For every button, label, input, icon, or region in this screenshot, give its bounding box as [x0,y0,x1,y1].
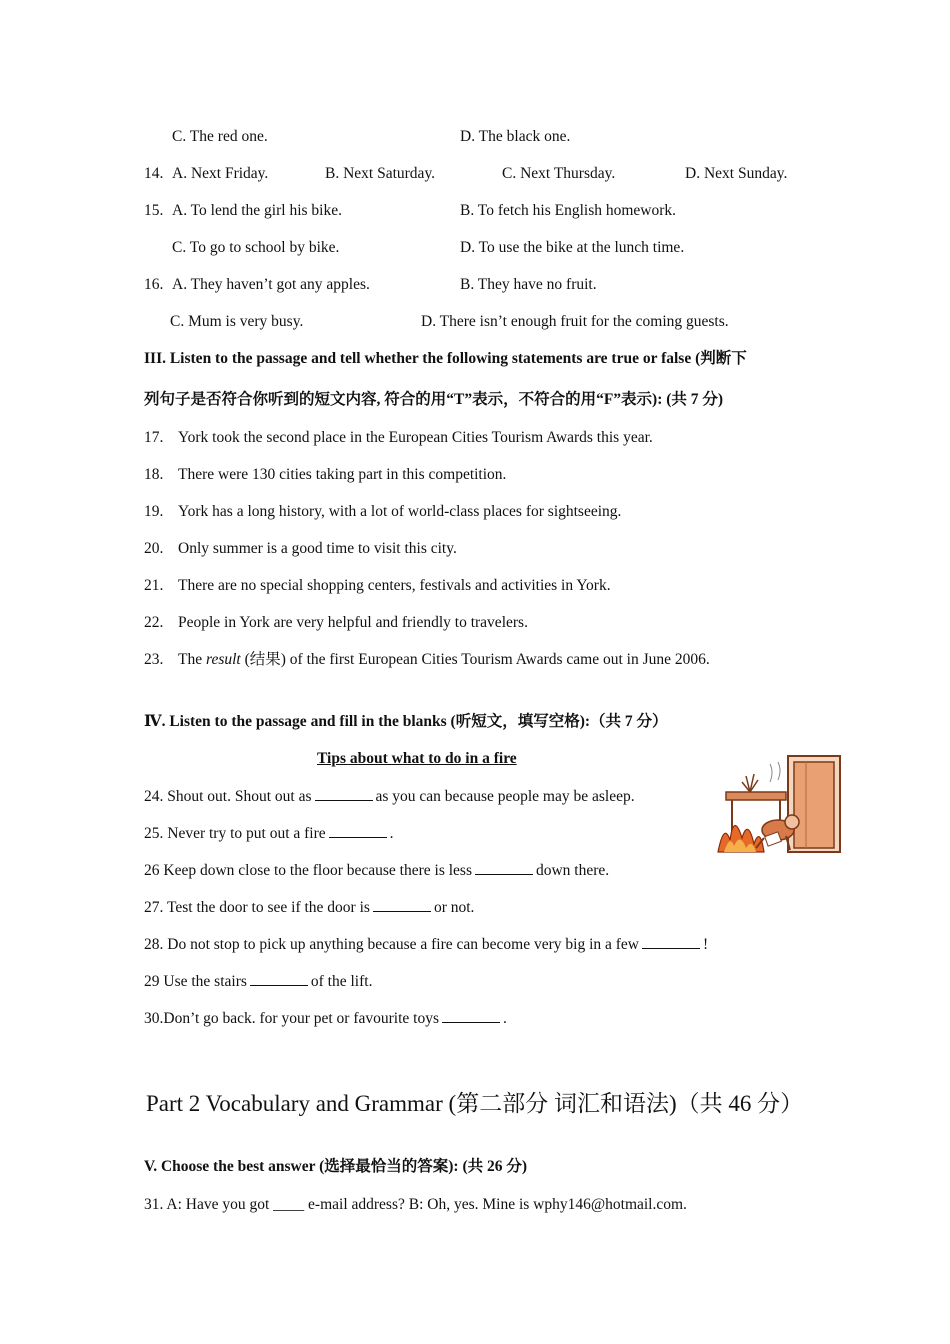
q29-post: of the lift. [310,973,373,990]
q28-pre: 28. Do not stop to pick up anything because a fire can become very big in a few [144,936,639,953]
statement-23-post: of the first European Cities Tourism Awards came out in June 2006. [285,651,710,668]
q24 [144,787,635,807]
q15-option-d: D. To use the bike at the lunch time. [460,239,685,256]
plant-icon [742,774,758,792]
answer-blank[interactable] [315,788,373,801]
statement-23-italic: result [205,651,241,668]
smoke-icon [770,762,780,782]
table-top [726,792,786,800]
section3-heading-line1: III. Listen to the passage and tell whether the following statements are true or false (判断下 [144,350,747,367]
q30-pre: 30.Don’t go back. for your pet or favourite toys [144,1010,440,1027]
q15-option-b: B. To fetch his English homework. [460,202,677,219]
q30-post: . [503,1010,507,1027]
statement-number: 23. [144,651,164,668]
q15-number: 15. [144,202,164,219]
q25 [144,824,394,844]
q27 [144,898,474,918]
q26 [144,861,609,881]
answer-blank[interactable] [250,973,308,986]
section3-heading-line2: 列句子是否符合你听到的短文内容, 符合的用“T”表示，不符合的用“F”表示): (共 7 分) [144,391,724,408]
section5-heading: V. Choose the best answer (选择最恰当的答案): (共 26 分) [144,1158,528,1175]
statement-text: York took the second place in the European Cities Tourism Awards this year. [178,429,653,446]
statement-number: 20. [144,540,164,557]
q13-option-c: C. The red one. [172,128,268,145]
q14-option-c: C. Next Thursday. [502,165,616,182]
statement-number: 18. [144,466,164,483]
answer-blank[interactable] [642,936,700,949]
statement-23-pre: The [178,651,206,668]
q15-option-a: A. To lend the girl his bike. [172,202,342,219]
statement-text: There are no special shopping centers, festivals and activities in York. [178,577,611,594]
q14-number: 14. [144,165,164,182]
statement-text: York has a long history, with a lot of world-class places for sightseeing. [178,503,622,520]
fire-escape-illustration [716,752,844,856]
statement-text: There were 130 cities taking part in this competition. [178,466,507,483]
q24-post: as you can because people may be asleep. [375,788,635,805]
part2-title: Part 2 Vocabulary and Grammar (第二部分 词汇和语法)（共 46 分） [146,1091,804,1116]
answer-blank[interactable] [475,862,533,875]
statement-number: 17. [144,429,164,446]
statement-number: 22. [144,614,164,631]
answer-blank[interactable] [373,899,431,912]
q16-option-b: B. They have no fruit. [460,276,597,293]
q29-pre: 29 Use the stairs [144,973,247,990]
q28 [144,935,708,955]
q29 [144,972,372,992]
q16-number: 16. [144,276,164,293]
q30 [144,1009,507,1029]
q15-option-c: C. To go to school by bike. [172,239,340,256]
door-panel [794,762,834,848]
statement-23 [178,650,710,670]
section4-title: Tips about what to do in a fire [317,750,517,767]
statement-text: People in York are very helpful and friendly to travelers. [178,614,528,631]
q16-option-a: A. They haven’t got any apples. [172,276,370,293]
q16-option-c: C. Mum is very busy. [170,313,304,330]
statement-text: Only summer is a good time to visit this city. [178,540,457,557]
q26-pre: 26 Keep down close to the floor because there is less [144,862,472,879]
statement-23-gloss: (结果) [240,651,286,668]
q27-pre: 27. Test the door to see if the door is [144,899,370,916]
q14-option-b: B. Next Saturday. [325,165,436,182]
person-head [785,815,799,829]
section4-heading: Ⅳ. Listen to the passage and fill in the blanks (听短文，填写空格):（共 7 分） [144,713,668,730]
q13-option-d: D. The black one. [460,128,571,145]
q26-post: down there. [535,862,610,879]
q14-option-a: A. Next Friday. [172,165,269,182]
q25-post: . [389,825,394,842]
q28-post: ! [703,936,709,953]
statement-number: 19. [144,503,164,520]
q24-pre: 24. Shout out. Shout out as [144,788,312,805]
q16-option-d: D. There isn’t enough fruit for the coming guests. [421,313,729,330]
answer-blank[interactable] [442,1010,500,1023]
q27-post: or not. [433,899,475,916]
answer-blank[interactable] [329,825,387,838]
statement-number: 21. [144,577,164,594]
q14-option-d: D. Next Sunday. [685,165,788,182]
q31: 31. A: Have you got ____ e-mail address? B: Oh, yes. Mine is wphy146@hotmail.com. [144,1196,687,1213]
q25-pre: 25. Never try to put out a fire [144,825,326,842]
